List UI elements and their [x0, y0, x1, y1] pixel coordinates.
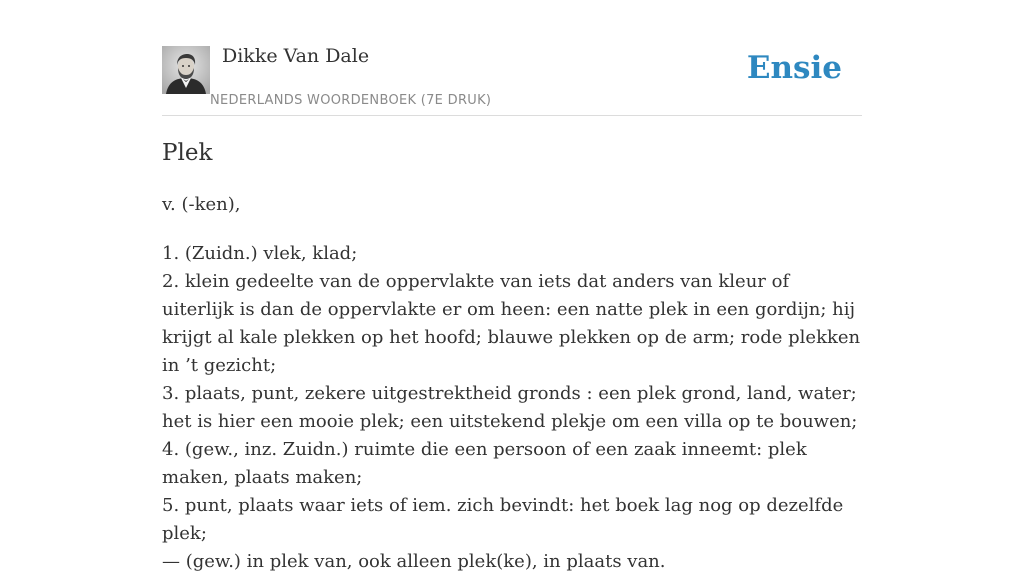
author-name[interactable]: Dikke Van Dale [222, 45, 370, 67]
brand-logo[interactable]: Ensie [746, 50, 842, 86]
entry-card [162, 0, 862, 572]
definition-item: 4. (gew., inz. Zuidn.) ruimte die een persoon of een zaak inneemt: plek maken, plaats maken; [162, 439, 807, 488]
entry-header [162, 0, 862, 116]
definitions-list [162, 240, 862, 576]
author-avatar[interactable] [162, 46, 210, 94]
portrait-icon [162, 46, 210, 94]
source-title[interactable]: NEDERLANDS WOORDENBOEK (7E DRUK) [210, 93, 492, 108]
definition-item: 5. punt, plaats waar iets of iem. zich bevindt: het boek lag nog op dezelfde plek; [162, 495, 844, 544]
definition-item: — (gew.) in plek van, ook alleen plek(ke), in plaats van. [162, 551, 666, 572]
definition-item: 2. klein gedeelte van de oppervlakte van iets dat anders van kleur of uiterlijk is dan de oppervlakte er om heen: een natte plek in een gordijn; hij krijgt al kale plekken op het hoofd; blauwe plekken op de arm; rode plekken in ’t gezicht; [162, 271, 861, 376]
entry-term: Plek [162, 140, 213, 166]
grammar-info: v. (-ken), [162, 194, 241, 215]
definition-item: 3. plaats, punt, zekere uitgestrektheid gronds : een plek grond, land, water; het is hier een mooie plek; een uitstekend plekje om een villa op te bouwen; [162, 383, 858, 432]
definition-item: 1. (Zuidn.) vlek, klad; [162, 243, 358, 264]
